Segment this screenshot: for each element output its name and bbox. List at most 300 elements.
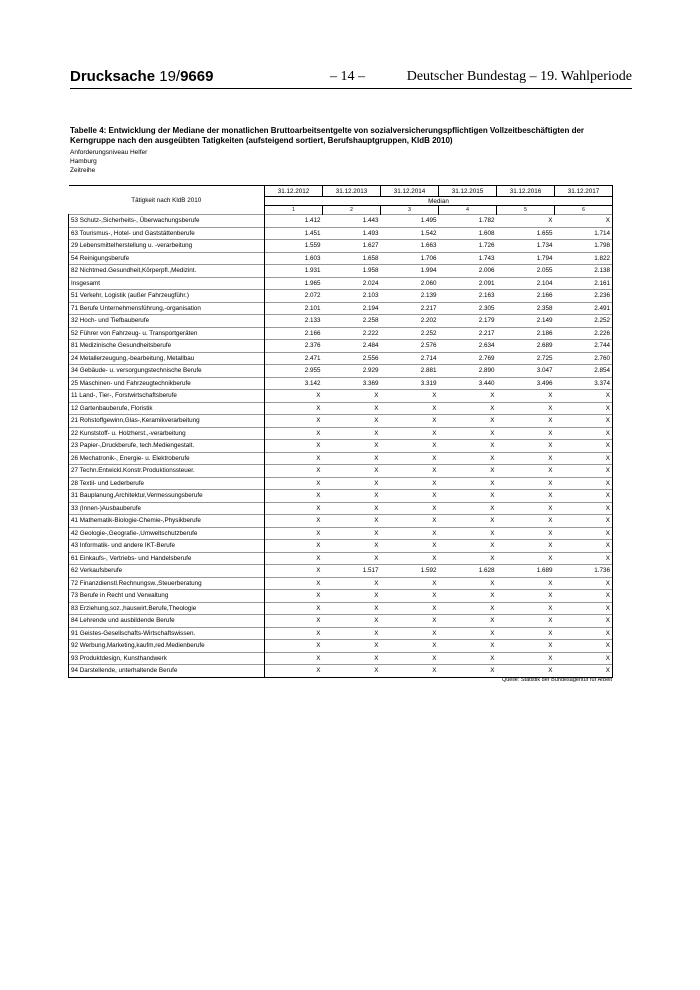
source-note: Quelle: Statistik der Bundesagentur für Arbeit bbox=[501, 677, 612, 683]
median-value: 2.024 bbox=[323, 277, 381, 290]
occupation-label: Insgesamt bbox=[69, 277, 265, 290]
occupation-label: 23 Papier-,Druckberufe, tech.Mediengestalt. bbox=[69, 440, 265, 453]
median-value: 1.559 bbox=[265, 240, 323, 253]
occupation-label: 22 Kunststoff- u. Holzherst.,-verarbeitung bbox=[69, 427, 265, 440]
median-value: 2.101 bbox=[265, 302, 323, 315]
median-value: X bbox=[439, 502, 497, 515]
median-value: 2.725 bbox=[497, 352, 555, 365]
table-row bbox=[69, 565, 613, 578]
occupation-label: 73 Berufe in Recht und Verwaltung bbox=[69, 590, 265, 603]
median-value: X bbox=[555, 477, 613, 490]
median-value: 2.163 bbox=[439, 290, 497, 303]
median-value: X bbox=[497, 502, 555, 515]
median-value: X bbox=[439, 602, 497, 615]
median-value: X bbox=[381, 427, 439, 440]
median-value: X bbox=[497, 440, 555, 453]
median-value: X bbox=[323, 390, 381, 403]
median-value: X bbox=[439, 590, 497, 603]
median-value: 2.955 bbox=[265, 365, 323, 378]
page-header bbox=[70, 68, 632, 89]
median-value: X bbox=[497, 652, 555, 665]
median-value: X bbox=[439, 615, 497, 628]
median-value: X bbox=[497, 640, 555, 653]
median-value: X bbox=[555, 427, 613, 440]
median-value: X bbox=[439, 440, 497, 453]
occupation-label: 91 Geistes-Gesellschafts-Wirtschaftswissen. bbox=[69, 627, 265, 640]
median-value: 2.202 bbox=[381, 315, 439, 328]
median-value: X bbox=[265, 490, 323, 503]
median-value: X bbox=[497, 490, 555, 503]
median-value: X bbox=[497, 627, 555, 640]
median-value: 2.491 bbox=[555, 302, 613, 315]
median-value: X bbox=[381, 527, 439, 540]
column-number: 1 bbox=[265, 206, 323, 215]
column-number: 3 bbox=[381, 206, 439, 215]
median-value: X bbox=[265, 552, 323, 565]
doc-label: Drucksache bbox=[70, 68, 156, 85]
median-value: 1.663 bbox=[381, 240, 439, 253]
table-row bbox=[69, 665, 613, 678]
median-value: 1.736 bbox=[555, 565, 613, 578]
occupation-label: 12 Gartenbauberufe, Floristik bbox=[69, 402, 265, 415]
median-value: X bbox=[555, 440, 613, 453]
table-row bbox=[69, 265, 613, 278]
median-value: X bbox=[381, 490, 439, 503]
median-value: X bbox=[323, 515, 381, 528]
median-value: 2.769 bbox=[439, 352, 497, 365]
occupation-label: 24 Metallerzeugung,-bearbeitung, Metallbau bbox=[69, 352, 265, 365]
date-header: 31.12.2012 bbox=[265, 186, 323, 197]
table-row bbox=[69, 515, 613, 528]
table-row bbox=[69, 465, 613, 478]
median-value: X bbox=[265, 565, 323, 578]
median-value: X bbox=[555, 602, 613, 615]
median-value: 2.760 bbox=[555, 352, 613, 365]
median-value: X bbox=[555, 615, 613, 628]
median-value: X bbox=[497, 415, 555, 428]
median-value: X bbox=[381, 552, 439, 565]
median-value: X bbox=[555, 552, 613, 565]
median-value: 2.055 bbox=[497, 265, 555, 278]
median-value: 2.854 bbox=[555, 365, 613, 378]
median-value: X bbox=[439, 577, 497, 590]
median-value: 2.881 bbox=[381, 365, 439, 378]
table-row bbox=[69, 302, 613, 315]
median-value: X bbox=[265, 465, 323, 478]
table-row bbox=[69, 540, 613, 553]
table-row bbox=[69, 502, 613, 515]
median-value: 1.655 bbox=[497, 227, 555, 240]
median-value: 2.890 bbox=[439, 365, 497, 378]
median-value: X bbox=[497, 540, 555, 553]
median-value: 1.689 bbox=[497, 565, 555, 578]
median-value: X bbox=[323, 665, 381, 678]
median-value: X bbox=[555, 402, 613, 415]
median-value: X bbox=[381, 640, 439, 653]
occupation-label: 25 Maschinen- und Fahrzeugtechnikberufe bbox=[69, 377, 265, 390]
median-value: 1.517 bbox=[323, 565, 381, 578]
table-row bbox=[69, 290, 613, 303]
table-row bbox=[69, 227, 613, 240]
median-value: X bbox=[439, 515, 497, 528]
median-value: 1.592 bbox=[381, 565, 439, 578]
median-value: X bbox=[497, 577, 555, 590]
meta-series: Zeitreihe bbox=[70, 167, 96, 174]
median-value: 1.658 bbox=[323, 252, 381, 265]
occupation-label: 94 Darstellende, unterhaltende Berufe bbox=[69, 665, 265, 678]
table-row bbox=[69, 315, 613, 328]
median-value: X bbox=[555, 515, 613, 528]
occupation-label: 92 Werbung,Marketing,kaufm,red.Medienberufe bbox=[69, 640, 265, 653]
table-caption: Tabelle 4: Entwicklung der Mediane der monatlichen Bruttoarbeitsentgelte von sozialversicherungspflichtigen Vollzeitbeschäftigten der Kerngruppe nach den ausgeübten Tatigkeiten (aufsteigend sortiert, Berufshauptgruppen, KldB 2010) bbox=[70, 126, 585, 145]
median-value: 3.319 bbox=[381, 377, 439, 390]
median-value: X bbox=[439, 527, 497, 540]
median-value: X bbox=[497, 527, 555, 540]
table-row bbox=[69, 390, 613, 403]
median-value: X bbox=[555, 627, 613, 640]
median-value: 2.236 bbox=[555, 290, 613, 303]
median-value: 1.931 bbox=[265, 265, 323, 278]
occupation-label: 61 Einkaufs-, Vertriebs- und Handelsberufe bbox=[69, 552, 265, 565]
median-value: 2.217 bbox=[439, 327, 497, 340]
median-value: X bbox=[265, 627, 323, 640]
median-value: 1.743 bbox=[439, 252, 497, 265]
median-value: X bbox=[323, 452, 381, 465]
median-value: X bbox=[381, 590, 439, 603]
median-value: X bbox=[265, 577, 323, 590]
occupation-label: 52 Führer von Fahrzeug- u. Transportgeräten bbox=[69, 327, 265, 340]
occupation-label: 26 Mechatronik-, Energie- u. Elektroberufe bbox=[69, 452, 265, 465]
table-row bbox=[69, 340, 613, 353]
table-row bbox=[69, 490, 613, 503]
occupation-label: 21 Rohstoffgewinn,Glas-,Keramikverarbeitung bbox=[69, 415, 265, 428]
median-value: X bbox=[265, 652, 323, 665]
median-value: 2.179 bbox=[439, 315, 497, 328]
occupation-label: 83 Erziehung,soz.,hauswirt.Berufe,Theologie bbox=[69, 602, 265, 615]
table-row bbox=[69, 577, 613, 590]
median-value: X bbox=[265, 452, 323, 465]
occupation-label: 42 Geologie-,Geografie-,Umweltschutzberufe bbox=[69, 527, 265, 540]
median-value: X bbox=[497, 590, 555, 603]
median-value: 2.226 bbox=[555, 327, 613, 340]
median-value: 1.493 bbox=[323, 227, 381, 240]
table-row bbox=[69, 477, 613, 490]
median-value: X bbox=[555, 502, 613, 515]
median-value: X bbox=[555, 590, 613, 603]
median-value: X bbox=[555, 215, 613, 228]
median-value: X bbox=[555, 415, 613, 428]
median-value: X bbox=[265, 440, 323, 453]
median-value: X bbox=[323, 527, 381, 540]
occupation-label: 27 Techn.Entwickl.Konstr.Produktionssteuer. bbox=[69, 465, 265, 478]
median-value: X bbox=[381, 627, 439, 640]
median-value: 2.714 bbox=[381, 352, 439, 365]
median-value: 2.149 bbox=[497, 315, 555, 328]
column-number: 2 bbox=[323, 206, 381, 215]
median-value: 2.006 bbox=[439, 265, 497, 278]
median-value: X bbox=[555, 652, 613, 665]
median-value: X bbox=[323, 552, 381, 565]
table-row bbox=[69, 240, 613, 253]
table-row bbox=[69, 415, 613, 428]
median-value: X bbox=[323, 590, 381, 603]
median-value: X bbox=[497, 602, 555, 615]
median-value: 2.060 bbox=[381, 277, 439, 290]
median-value: 1.628 bbox=[439, 565, 497, 578]
median-value: 2.252 bbox=[555, 315, 613, 328]
median-value: 3.142 bbox=[265, 377, 323, 390]
median-value: X bbox=[497, 215, 555, 228]
median-value: X bbox=[381, 415, 439, 428]
median-value: X bbox=[323, 577, 381, 590]
median-value: X bbox=[381, 465, 439, 478]
median-value: X bbox=[381, 615, 439, 628]
median-value: 2.166 bbox=[497, 290, 555, 303]
median-value: 2.484 bbox=[323, 340, 381, 353]
median-value: 1.734 bbox=[497, 240, 555, 253]
median-value: X bbox=[265, 390, 323, 403]
median-value: X bbox=[381, 402, 439, 415]
median-value: X bbox=[381, 515, 439, 528]
median-value: X bbox=[439, 477, 497, 490]
median-value: X bbox=[381, 652, 439, 665]
table-row bbox=[69, 427, 613, 440]
median-value: 3.369 bbox=[323, 377, 381, 390]
median-value: X bbox=[497, 390, 555, 403]
date-header: 31.12.2017 bbox=[555, 186, 613, 197]
median-value: 1.958 bbox=[323, 265, 381, 278]
occupation-label: 84 Lehrende und ausbildende Berufe bbox=[69, 615, 265, 628]
median-value: 3.496 bbox=[497, 377, 555, 390]
occupation-label: 34 Gebäude- u. versorgungstechnische Berufe bbox=[69, 365, 265, 378]
table-row bbox=[69, 602, 613, 615]
column-number: 4 bbox=[439, 206, 497, 215]
table-row bbox=[69, 277, 613, 290]
median-value: X bbox=[381, 452, 439, 465]
occupation-label: 93 Produktdesign, Kunsthandwerk bbox=[69, 652, 265, 665]
median-value: X bbox=[323, 540, 381, 553]
median-value: X bbox=[555, 665, 613, 678]
table-row bbox=[69, 452, 613, 465]
table-row bbox=[69, 627, 613, 640]
date-header: 31.12.2013 bbox=[323, 186, 381, 197]
median-value: X bbox=[323, 415, 381, 428]
median-value: X bbox=[555, 452, 613, 465]
table-row bbox=[69, 215, 613, 228]
median-value: X bbox=[265, 402, 323, 415]
median-value: 2.103 bbox=[323, 290, 381, 303]
column-number: 6 bbox=[555, 206, 613, 215]
median-value: 2.576 bbox=[381, 340, 439, 353]
median-value: X bbox=[497, 552, 555, 565]
median-value: 2.471 bbox=[265, 352, 323, 365]
median-value: X bbox=[265, 665, 323, 678]
occupation-label: 31 Bauplanung,Architektur,Vermessungsberufe bbox=[69, 490, 265, 503]
parliament-title: Deutscher Bundestag – 19. Wahlperiode bbox=[406, 69, 632, 84]
median-value: 1.798 bbox=[555, 240, 613, 253]
median-value: 2.166 bbox=[265, 327, 323, 340]
median-value: X bbox=[323, 627, 381, 640]
median-value: X bbox=[555, 527, 613, 540]
median-value: 2.689 bbox=[497, 340, 555, 353]
median-value: X bbox=[265, 640, 323, 653]
median-value: 2.138 bbox=[555, 265, 613, 278]
median-value: X bbox=[265, 527, 323, 540]
occupation-label: 43 Informatik- und andere IKT-Berufe bbox=[69, 540, 265, 553]
median-value: X bbox=[439, 402, 497, 415]
median-value: X bbox=[555, 577, 613, 590]
row-header: Tätigkeit nach KldB 2010 bbox=[69, 186, 265, 215]
occupation-label: 71 Berufe Unternehmensführung,-organisation bbox=[69, 302, 265, 315]
median-value: 2.133 bbox=[265, 315, 323, 328]
median-value: X bbox=[381, 440, 439, 453]
median-value: X bbox=[439, 415, 497, 428]
median-value: 1.627 bbox=[323, 240, 381, 253]
median-value: 1.443 bbox=[323, 215, 381, 228]
median-value: X bbox=[555, 490, 613, 503]
median-value: 1.451 bbox=[265, 227, 323, 240]
median-value: 2.104 bbox=[497, 277, 555, 290]
occupation-label: 32 Hoch- und Tiefbauberufe bbox=[69, 315, 265, 328]
median-value: X bbox=[323, 465, 381, 478]
meta-region: Hamburg bbox=[70, 158, 97, 165]
median-value: 2.194 bbox=[323, 302, 381, 315]
median-value: 1.994 bbox=[381, 265, 439, 278]
median-value: 2.376 bbox=[265, 340, 323, 353]
median-value: X bbox=[439, 627, 497, 640]
median-value: 2.252 bbox=[381, 327, 439, 340]
median-value: X bbox=[381, 577, 439, 590]
median-value: X bbox=[497, 402, 555, 415]
median-value: X bbox=[265, 502, 323, 515]
page-number: – 14 – bbox=[330, 69, 365, 84]
median-value: 2.139 bbox=[381, 290, 439, 303]
meta-level: Anforderungsniveau Helfer bbox=[70, 149, 148, 156]
median-value: X bbox=[323, 602, 381, 615]
occupation-label: 72 Finanzdienstl.Rechnungsw.,Steuerberatung bbox=[69, 577, 265, 590]
occupation-label: 63 Tourismus-, Hotel- und Gaststättenberufe bbox=[69, 227, 265, 240]
median-value: 2.929 bbox=[323, 365, 381, 378]
table-row bbox=[69, 552, 613, 565]
median-value: 1.782 bbox=[439, 215, 497, 228]
occupation-label: 81 Medizinische Gesundheitsberufe bbox=[69, 340, 265, 353]
median-value: 1.495 bbox=[381, 215, 439, 228]
median-value: 2.258 bbox=[323, 315, 381, 328]
median-value: X bbox=[439, 640, 497, 653]
median-value: X bbox=[323, 640, 381, 653]
table-row bbox=[69, 252, 613, 265]
occupation-label: 29 Lebensmittelherstellung u. -verarbeitung bbox=[69, 240, 265, 253]
median-value: X bbox=[497, 615, 555, 628]
median-value: X bbox=[381, 477, 439, 490]
median-value: X bbox=[497, 452, 555, 465]
median-value: X bbox=[323, 502, 381, 515]
table-row bbox=[69, 440, 613, 453]
occupation-label: 53 Schutz-,Sicherheits-, Überwachungsberufe bbox=[69, 215, 265, 228]
occupation-label: 62 Verkaufsberufe bbox=[69, 565, 265, 578]
median-value: X bbox=[439, 540, 497, 553]
median-value: X bbox=[439, 552, 497, 565]
doc-number: 9669 bbox=[180, 68, 214, 85]
median-value: X bbox=[323, 477, 381, 490]
median-value: X bbox=[265, 415, 323, 428]
median-value: X bbox=[265, 427, 323, 440]
document-number bbox=[70, 68, 213, 85]
median-value: X bbox=[497, 515, 555, 528]
median-value: X bbox=[323, 652, 381, 665]
median-value: 2.358 bbox=[497, 302, 555, 315]
table-row bbox=[69, 640, 613, 653]
median-value: X bbox=[381, 502, 439, 515]
median-value: X bbox=[555, 390, 613, 403]
median-value: 1.822 bbox=[555, 252, 613, 265]
median-header: Median bbox=[265, 197, 613, 206]
median-value: X bbox=[323, 427, 381, 440]
median-value: X bbox=[265, 477, 323, 490]
median-value: 2.091 bbox=[439, 277, 497, 290]
median-value: X bbox=[439, 427, 497, 440]
median-value: X bbox=[439, 390, 497, 403]
median-value: 2.161 bbox=[555, 277, 613, 290]
median-value: 1.706 bbox=[381, 252, 439, 265]
table-row bbox=[69, 402, 613, 415]
median-value: 2.305 bbox=[439, 302, 497, 315]
median-value: X bbox=[323, 440, 381, 453]
median-value: X bbox=[381, 390, 439, 403]
median-value: X bbox=[439, 652, 497, 665]
median-value: 2.217 bbox=[381, 302, 439, 315]
median-value: 2.744 bbox=[555, 340, 613, 353]
median-value: X bbox=[555, 465, 613, 478]
median-value: X bbox=[439, 665, 497, 678]
median-wage-table bbox=[68, 185, 613, 678]
table-row bbox=[69, 352, 613, 365]
median-value: 1.412 bbox=[265, 215, 323, 228]
doc-number-prefix: 19/ bbox=[159, 68, 181, 85]
column-number: 5 bbox=[497, 206, 555, 215]
median-value: 1.714 bbox=[555, 227, 613, 240]
table-row bbox=[69, 377, 613, 390]
occupation-label: 33 (Innen-)Ausbauberufe bbox=[69, 502, 265, 515]
table-row bbox=[69, 615, 613, 628]
median-value: X bbox=[265, 590, 323, 603]
median-value: 1.726 bbox=[439, 240, 497, 253]
median-value: 3.440 bbox=[439, 377, 497, 390]
table-body bbox=[69, 215, 613, 678]
median-value: 3.374 bbox=[555, 377, 613, 390]
table-row bbox=[69, 327, 613, 340]
median-value: X bbox=[381, 665, 439, 678]
occupation-label: 54 Reinigungsberufe bbox=[69, 252, 265, 265]
median-value: X bbox=[439, 452, 497, 465]
median-value: X bbox=[265, 615, 323, 628]
table-row bbox=[69, 590, 613, 603]
median-value: X bbox=[265, 515, 323, 528]
date-header: 31.12.2015 bbox=[439, 186, 497, 197]
median-value: 3.047 bbox=[497, 365, 555, 378]
median-value: X bbox=[323, 490, 381, 503]
median-value: X bbox=[323, 402, 381, 415]
median-value: X bbox=[555, 640, 613, 653]
median-value: X bbox=[381, 602, 439, 615]
median-value: 2.634 bbox=[439, 340, 497, 353]
median-value: 2.186 bbox=[497, 327, 555, 340]
median-value: 1.794 bbox=[497, 252, 555, 265]
median-value: 1.965 bbox=[265, 277, 323, 290]
median-value: X bbox=[497, 465, 555, 478]
median-value: 2.556 bbox=[323, 352, 381, 365]
median-value: X bbox=[497, 477, 555, 490]
